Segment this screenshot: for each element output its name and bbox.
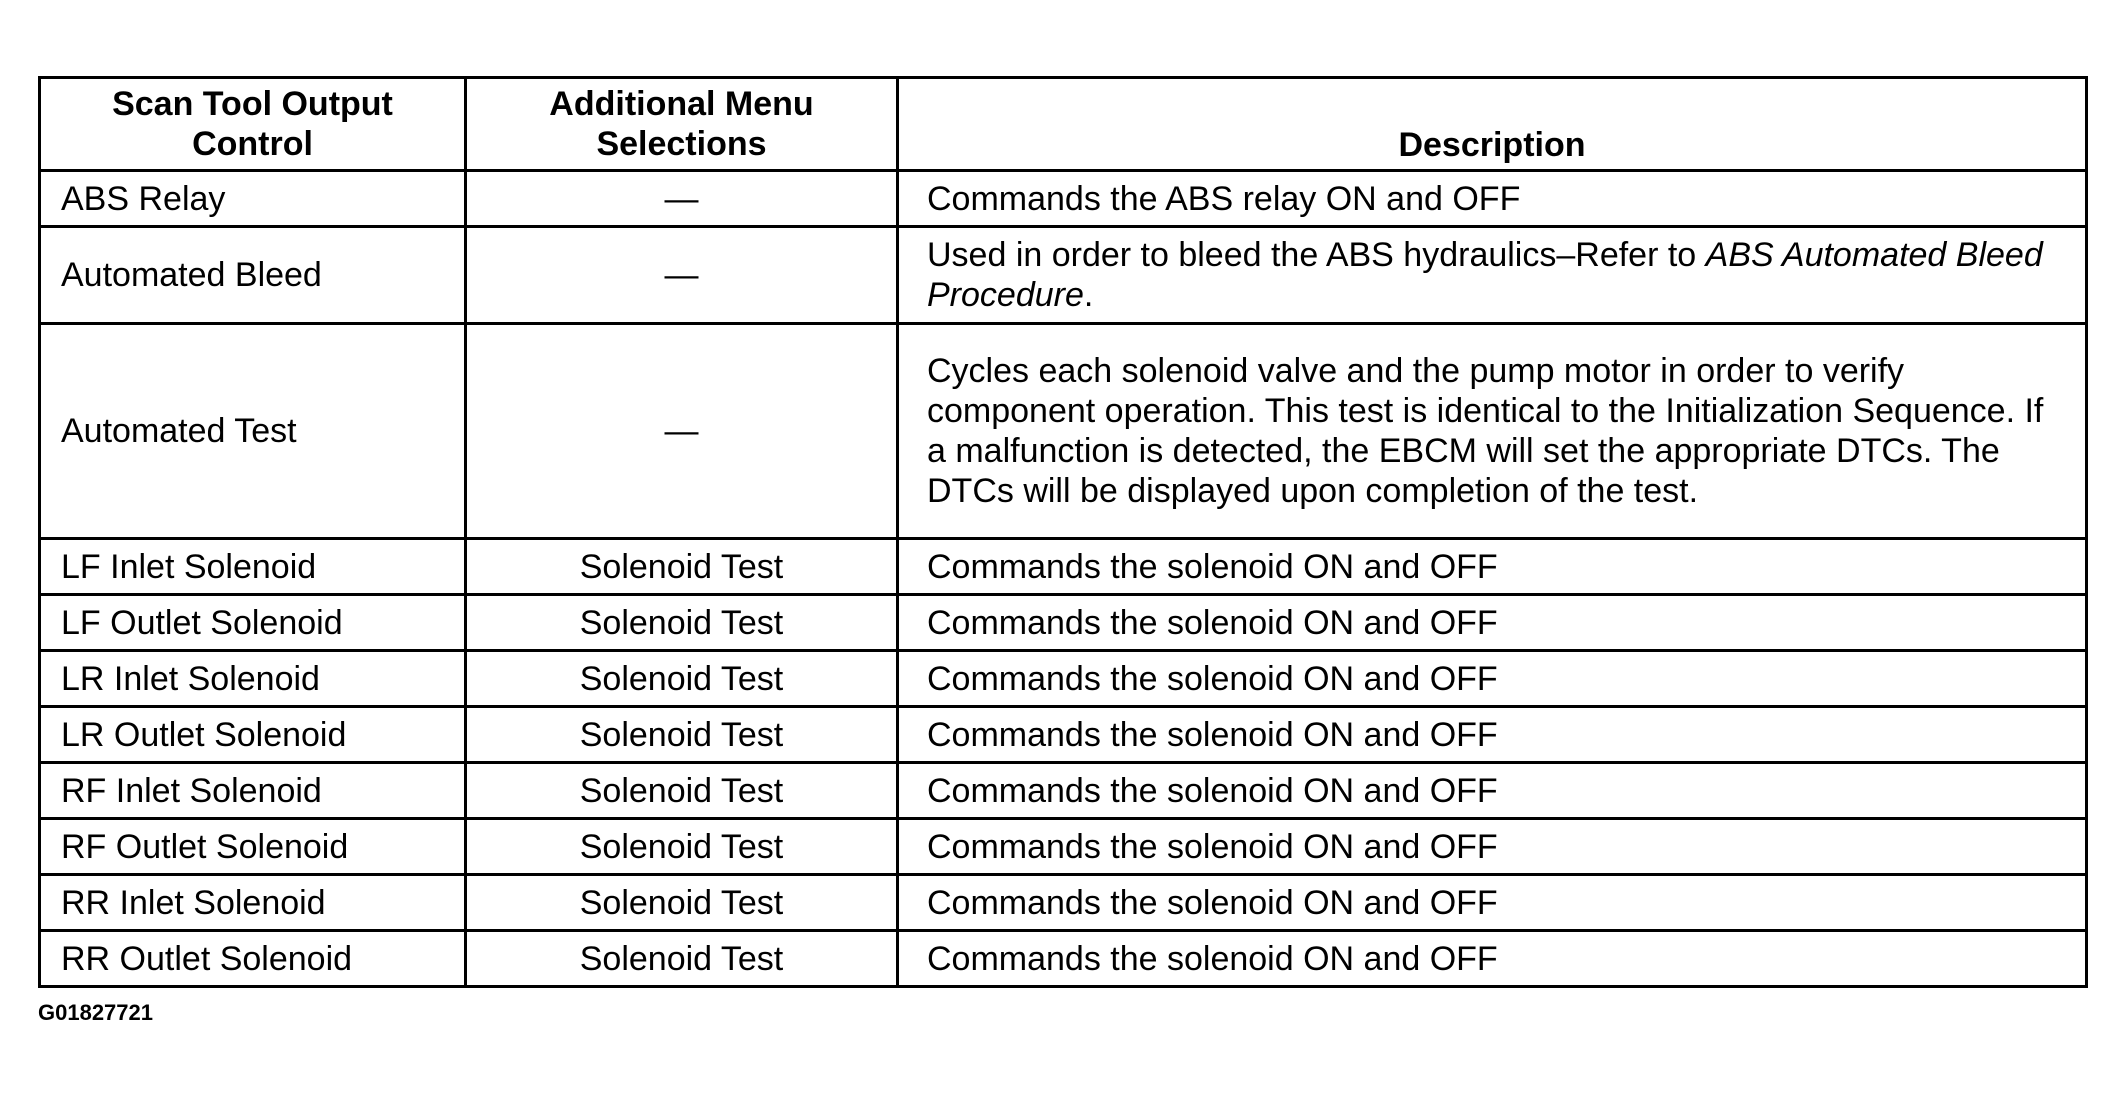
table-row [40, 819, 2087, 875]
description-text: Used in order to bleed the ABS hydraulics–Refer to [927, 236, 1706, 274]
header-col1-line1: Scan Tool Output [112, 85, 393, 123]
cell-menu: Solenoid Test [466, 931, 898, 987]
table-row [40, 707, 2087, 763]
cell-description: Commands the solenoid ON and OFF [898, 819, 2087, 875]
cell-control: LF Inlet Solenoid [40, 539, 466, 595]
header-col1-line2: Control [192, 125, 313, 163]
table-row [40, 875, 2087, 931]
scan-tool-output-table [38, 76, 2088, 988]
cell-menu: Solenoid Test [466, 819, 898, 875]
cell-menu: Solenoid Test [466, 595, 898, 651]
cell-control: RR Inlet Solenoid [40, 875, 466, 931]
table-row [40, 595, 2087, 651]
table-row [40, 763, 2087, 819]
procedure-reference: ABS Automated Bleed Procedure [927, 236, 2043, 314]
cell-menu: — [466, 171, 898, 227]
cell-control: LR Inlet Solenoid [40, 651, 466, 707]
header-description: Description [898, 78, 2087, 171]
cell-control: LF Outlet Solenoid [40, 595, 466, 651]
table-row [40, 227, 2087, 324]
figure-id: G01827721 [38, 1000, 153, 1025]
cell-control: RF Outlet Solenoid [40, 819, 466, 875]
cell-description: Commands the solenoid ON and OFF [898, 707, 2087, 763]
cell-menu: — [466, 324, 898, 539]
cell-control: LR Outlet Solenoid [40, 707, 466, 763]
table-row [40, 324, 2087, 539]
cell-description: Commands the solenoid ON and OFF [898, 539, 2087, 595]
cell-control: RR Outlet Solenoid [40, 931, 466, 987]
cell-description [898, 227, 2087, 324]
cell-control: RF Inlet Solenoid [40, 763, 466, 819]
cell-description: Commands the solenoid ON and OFF [898, 875, 2087, 931]
description-suffix: . [1083, 276, 1094, 314]
cell-description: Cycles each solenoid valve and the pump motor in order to verify component operation. This test is identical to the Initialization Sequence. If a malfunction is detected, the EBCM will set the appropriate DTCs. The DTCs will be displayed upon completion of the test. [898, 324, 2087, 539]
header-col2-line2: Selections [596, 125, 767, 163]
header-additional-menu-selections [466, 78, 898, 171]
cell-menu: Solenoid Test [466, 539, 898, 595]
table-row [40, 651, 2087, 707]
cell-menu: Solenoid Test [466, 651, 898, 707]
cell-menu: Solenoid Test [466, 875, 898, 931]
table-header-row [40, 78, 2087, 171]
cell-menu: — [466, 227, 898, 324]
cell-control: Automated Test [40, 324, 466, 539]
cell-menu: Solenoid Test [466, 707, 898, 763]
table-row [40, 171, 2087, 227]
header-col2-line1: Additional Menu [549, 85, 814, 123]
table-row [40, 539, 2087, 595]
cell-control: Automated Bleed [40, 227, 466, 324]
cell-description: Commands the solenoid ON and OFF [898, 931, 2087, 987]
header-scan-tool-output-control [40, 78, 466, 171]
cell-description: Commands the solenoid ON and OFF [898, 651, 2087, 707]
cell-description: Commands the ABS relay ON and OFF [898, 171, 2087, 227]
cell-control: ABS Relay [40, 171, 466, 227]
cell-menu: Solenoid Test [466, 763, 898, 819]
cell-description: Commands the solenoid ON and OFF [898, 763, 2087, 819]
table-row [40, 931, 2087, 987]
cell-description: Commands the solenoid ON and OFF [898, 595, 2087, 651]
